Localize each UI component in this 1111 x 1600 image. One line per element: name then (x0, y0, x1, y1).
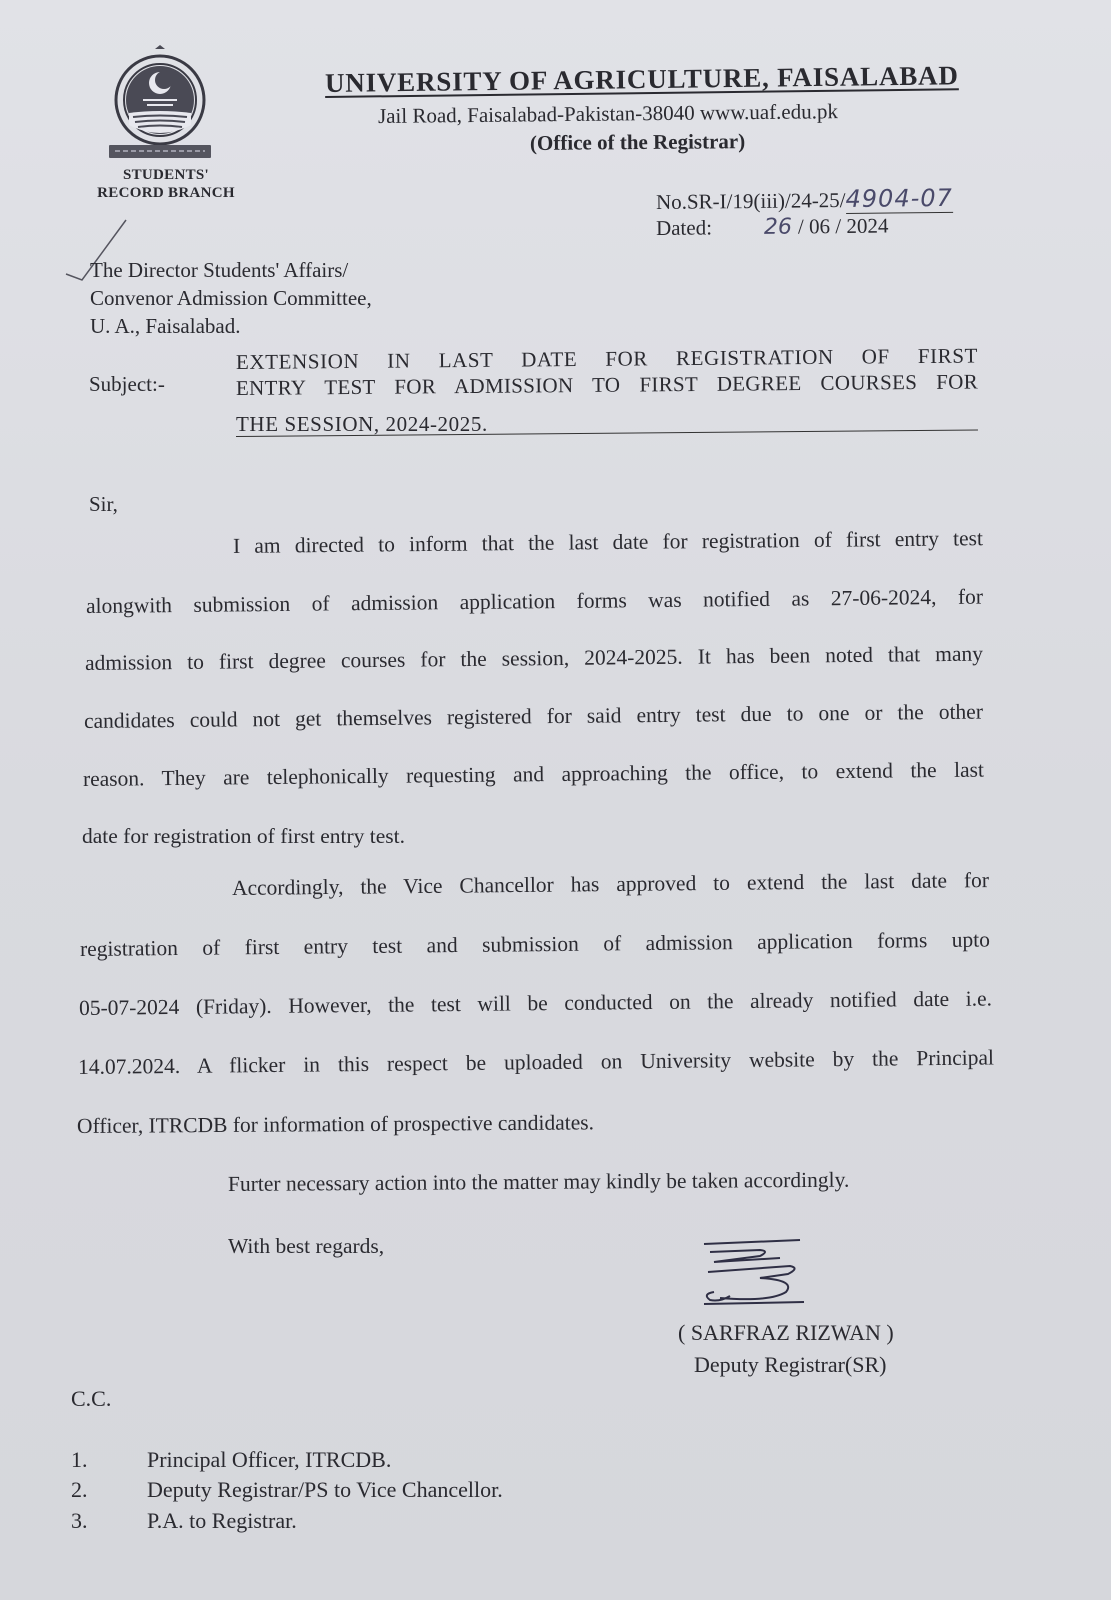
addressee-line-2: Convenor Admission Committee, (90, 286, 372, 310)
record-branch-label (80, 166, 252, 202)
university-address: Jail Road, Faisalabad-Pakistan-38040 www.uaf.edu.pk (377, 99, 839, 128)
signatory-name: ( SARFRAZ RIZWAN ) (678, 1320, 894, 1345)
dated-day-handwritten: 26 (763, 214, 793, 240)
cc-label: C.C. (71, 1386, 112, 1411)
reference-number (656, 184, 953, 216)
paragraph-1-line-5: reason. They are telephonically requesting and approaching the office, to extend the last (82, 757, 985, 791)
salutation: Sir, (89, 492, 118, 516)
paragraph-1-line-4: candidates could not get themselves registered for said entry test due to one or the other (83, 699, 984, 733)
reference-handwritten-number: 4904-07 (845, 183, 953, 214)
dated-month-year: / 06 / 2024 (797, 213, 889, 239)
cc-item-text: Principal Officer, ITRCDB. (147, 1447, 392, 1472)
paragraph-1-line-1: I am directed to inform that the last date for registration of first entry test (232, 526, 984, 558)
paragraph-2-line-4: 14.07.2024. A flicker in this respect be uploaded on University website by the Principal (77, 1045, 995, 1079)
paragraph-2-line-5: Officer, ITRCDB for information of prospective candidates. (76, 1110, 595, 1138)
subject-label: Subject:- (89, 372, 165, 396)
addressee-line-3: U. A., Faisalabad. (90, 314, 241, 338)
paragraph-2-line-2: registration of first entry test and submission of admission application forms upto (79, 927, 991, 961)
university-crest-icon (105, 45, 215, 170)
signatory-designation: Deputy Registrar(SR) (694, 1352, 887, 1377)
university-name: UNIVERSITY OF AGRICULTURE, FAISALABAD (324, 60, 959, 98)
handwritten-signature (700, 1238, 810, 1310)
paragraph-2-line-3: 05-07-2024 (Friday). However, the test will be conducted on the already notified date i.e. (78, 986, 993, 1020)
subject-line-3: THE SESSION, 2024-2025. (236, 412, 488, 436)
cc-item-text: P.A. to Registrar. (147, 1508, 297, 1533)
closing-regards: With best regards, (228, 1234, 385, 1258)
paragraph-3: Furter necessary action into the matter may kindly be taken accordingly. (227, 1167, 850, 1196)
office-name: (Office of the Registrar) (529, 129, 746, 155)
cc-item-number: 1. (71, 1447, 88, 1472)
paragraph-1-line-6: date for registration of first entry test. (82, 824, 405, 848)
paragraph-1-line-2: alongwith submission of admission application forms was notified as 27-06-2024, for (85, 584, 984, 618)
dated-label: Dated: (655, 215, 713, 240)
branch-line-1: STUDENTS' (122, 167, 210, 183)
paragraph-2-line-1: Accordingly, the Vice Chancellor has approved to extend the last date for (231, 868, 990, 900)
cc-item-number: 3. (71, 1508, 88, 1533)
subject-line-2: ENTRY TEST FOR ADMISSION TO FIRST DEGREE COURSES FOR (235, 369, 979, 400)
subject-line-1: EXTENSION IN LAST DATE FOR REGISTRATION OF FIRST (235, 343, 979, 374)
cc-item-number: 2. (71, 1477, 88, 1502)
paragraph-1-line-3: admission to first degree courses for the session, 2024-2025. It has been noted that many (84, 641, 984, 675)
letter-date (656, 214, 889, 241)
branch-line-2: RECORD BRANCH (97, 185, 235, 201)
reference-label: No.SR-I/19(iii)/24-25/ (655, 188, 846, 214)
cc-item-text: Deputy Registrar/PS to Vice Chancellor. (147, 1477, 503, 1502)
addressee-line-1: The Director Students' Affairs/ (90, 258, 349, 282)
